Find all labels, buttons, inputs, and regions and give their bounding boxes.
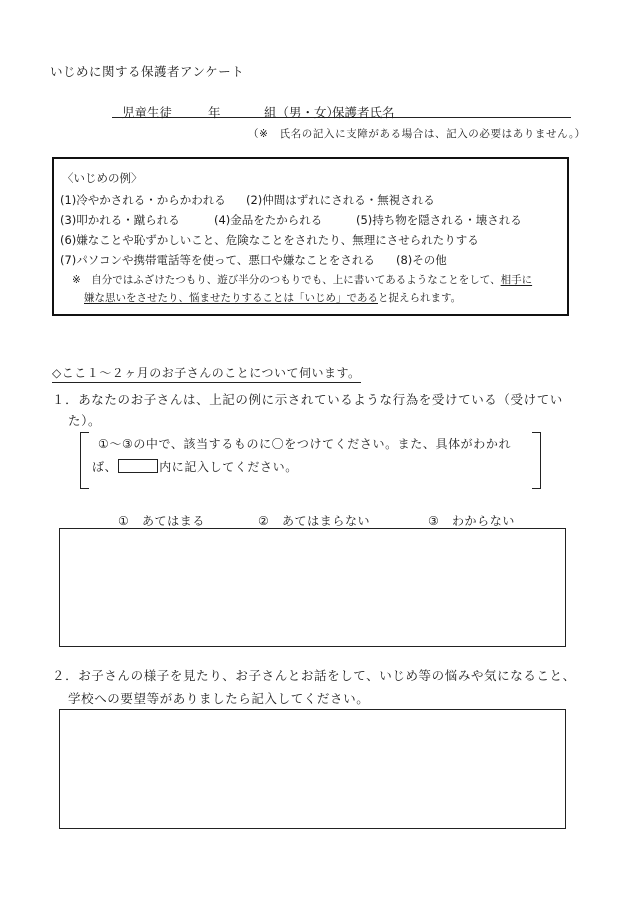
option-does-not-apply[interactable]: ② あてはまらない	[258, 514, 371, 528]
example-item: (2)仲間はずれにされる・無視される	[246, 193, 435, 207]
example-item: (5)持ち物を隠される・壊される	[356, 213, 522, 227]
question-2-line2: 学校への要望等がありましたら記入してください。	[68, 691, 370, 706]
option-applies[interactable]: ① あてはまる	[118, 514, 205, 528]
example-item: (4)金品をたかられる	[214, 213, 323, 227]
question-2-line1: ２．お子さんの様子を見たり、お子さんとお話をして、いじめ等の悩みや気になること、	[52, 668, 576, 683]
question-1-line2: た）。	[68, 413, 102, 428]
bullying-examples-box	[52, 157, 569, 316]
examples-note-line2: 嫌な思いをさせたり、悩ませたりすることは「いじめ」であると捉えられます。	[84, 292, 462, 304]
examples-note-line1: ※ 自分ではふざけたつもり、遊び半分のつもりでも、上に書いてあるようなことをして、相手に	[72, 274, 533, 286]
example-item: (8)その他	[396, 253, 447, 267]
example-item: (7)パソコンや携帯電話等を使って、悪口や嫌なことをされる	[60, 253, 375, 267]
instruction-line1: ①～③の中で、該当するものに〇をつけてください。また、具体がわかれ	[98, 437, 512, 451]
inline-blank-box	[118, 459, 158, 473]
option-unknown[interactable]: ③ わからない	[428, 514, 515, 528]
page-title: いじめに関する保護者アンケート	[50, 64, 245, 79]
answer-box-q1[interactable]	[59, 528, 566, 647]
example-item: (6)嫌なことや恥ずかしいこと、危険なことをされたり、無理にさせられたりする	[60, 233, 479, 247]
guardian-name-label: 保護者氏名	[332, 105, 395, 120]
class-gender-label: 組（男・女）	[264, 105, 340, 120]
year-label: 年	[208, 105, 221, 120]
question-1-line1: １．あなたのお子さんは、上記の例に示されているような行為を受けている（受けてい	[52, 392, 563, 407]
examples-heading: 〈いじめの例〉	[62, 171, 143, 185]
name-note: （※ 氏名の記入に支障がある場合は、記入の必要はありません。）	[248, 128, 586, 140]
instruction-line2: ば、 内に記入してください。	[92, 460, 298, 474]
student-label: 児童生徒	[122, 105, 173, 120]
name-form-line	[112, 103, 571, 118]
example-item: (1)冷やかされる・からかわれる	[60, 193, 226, 207]
answer-box-q2[interactable]	[59, 709, 566, 829]
example-item: (3)叩かれる・蹴られる	[60, 213, 180, 227]
instruction-bracket-right	[532, 432, 541, 489]
section-heading: ◇ここ１～２ヶ月のお子さんのことについて伺います。	[52, 364, 361, 383]
instruction-bracket-left	[80, 432, 89, 489]
